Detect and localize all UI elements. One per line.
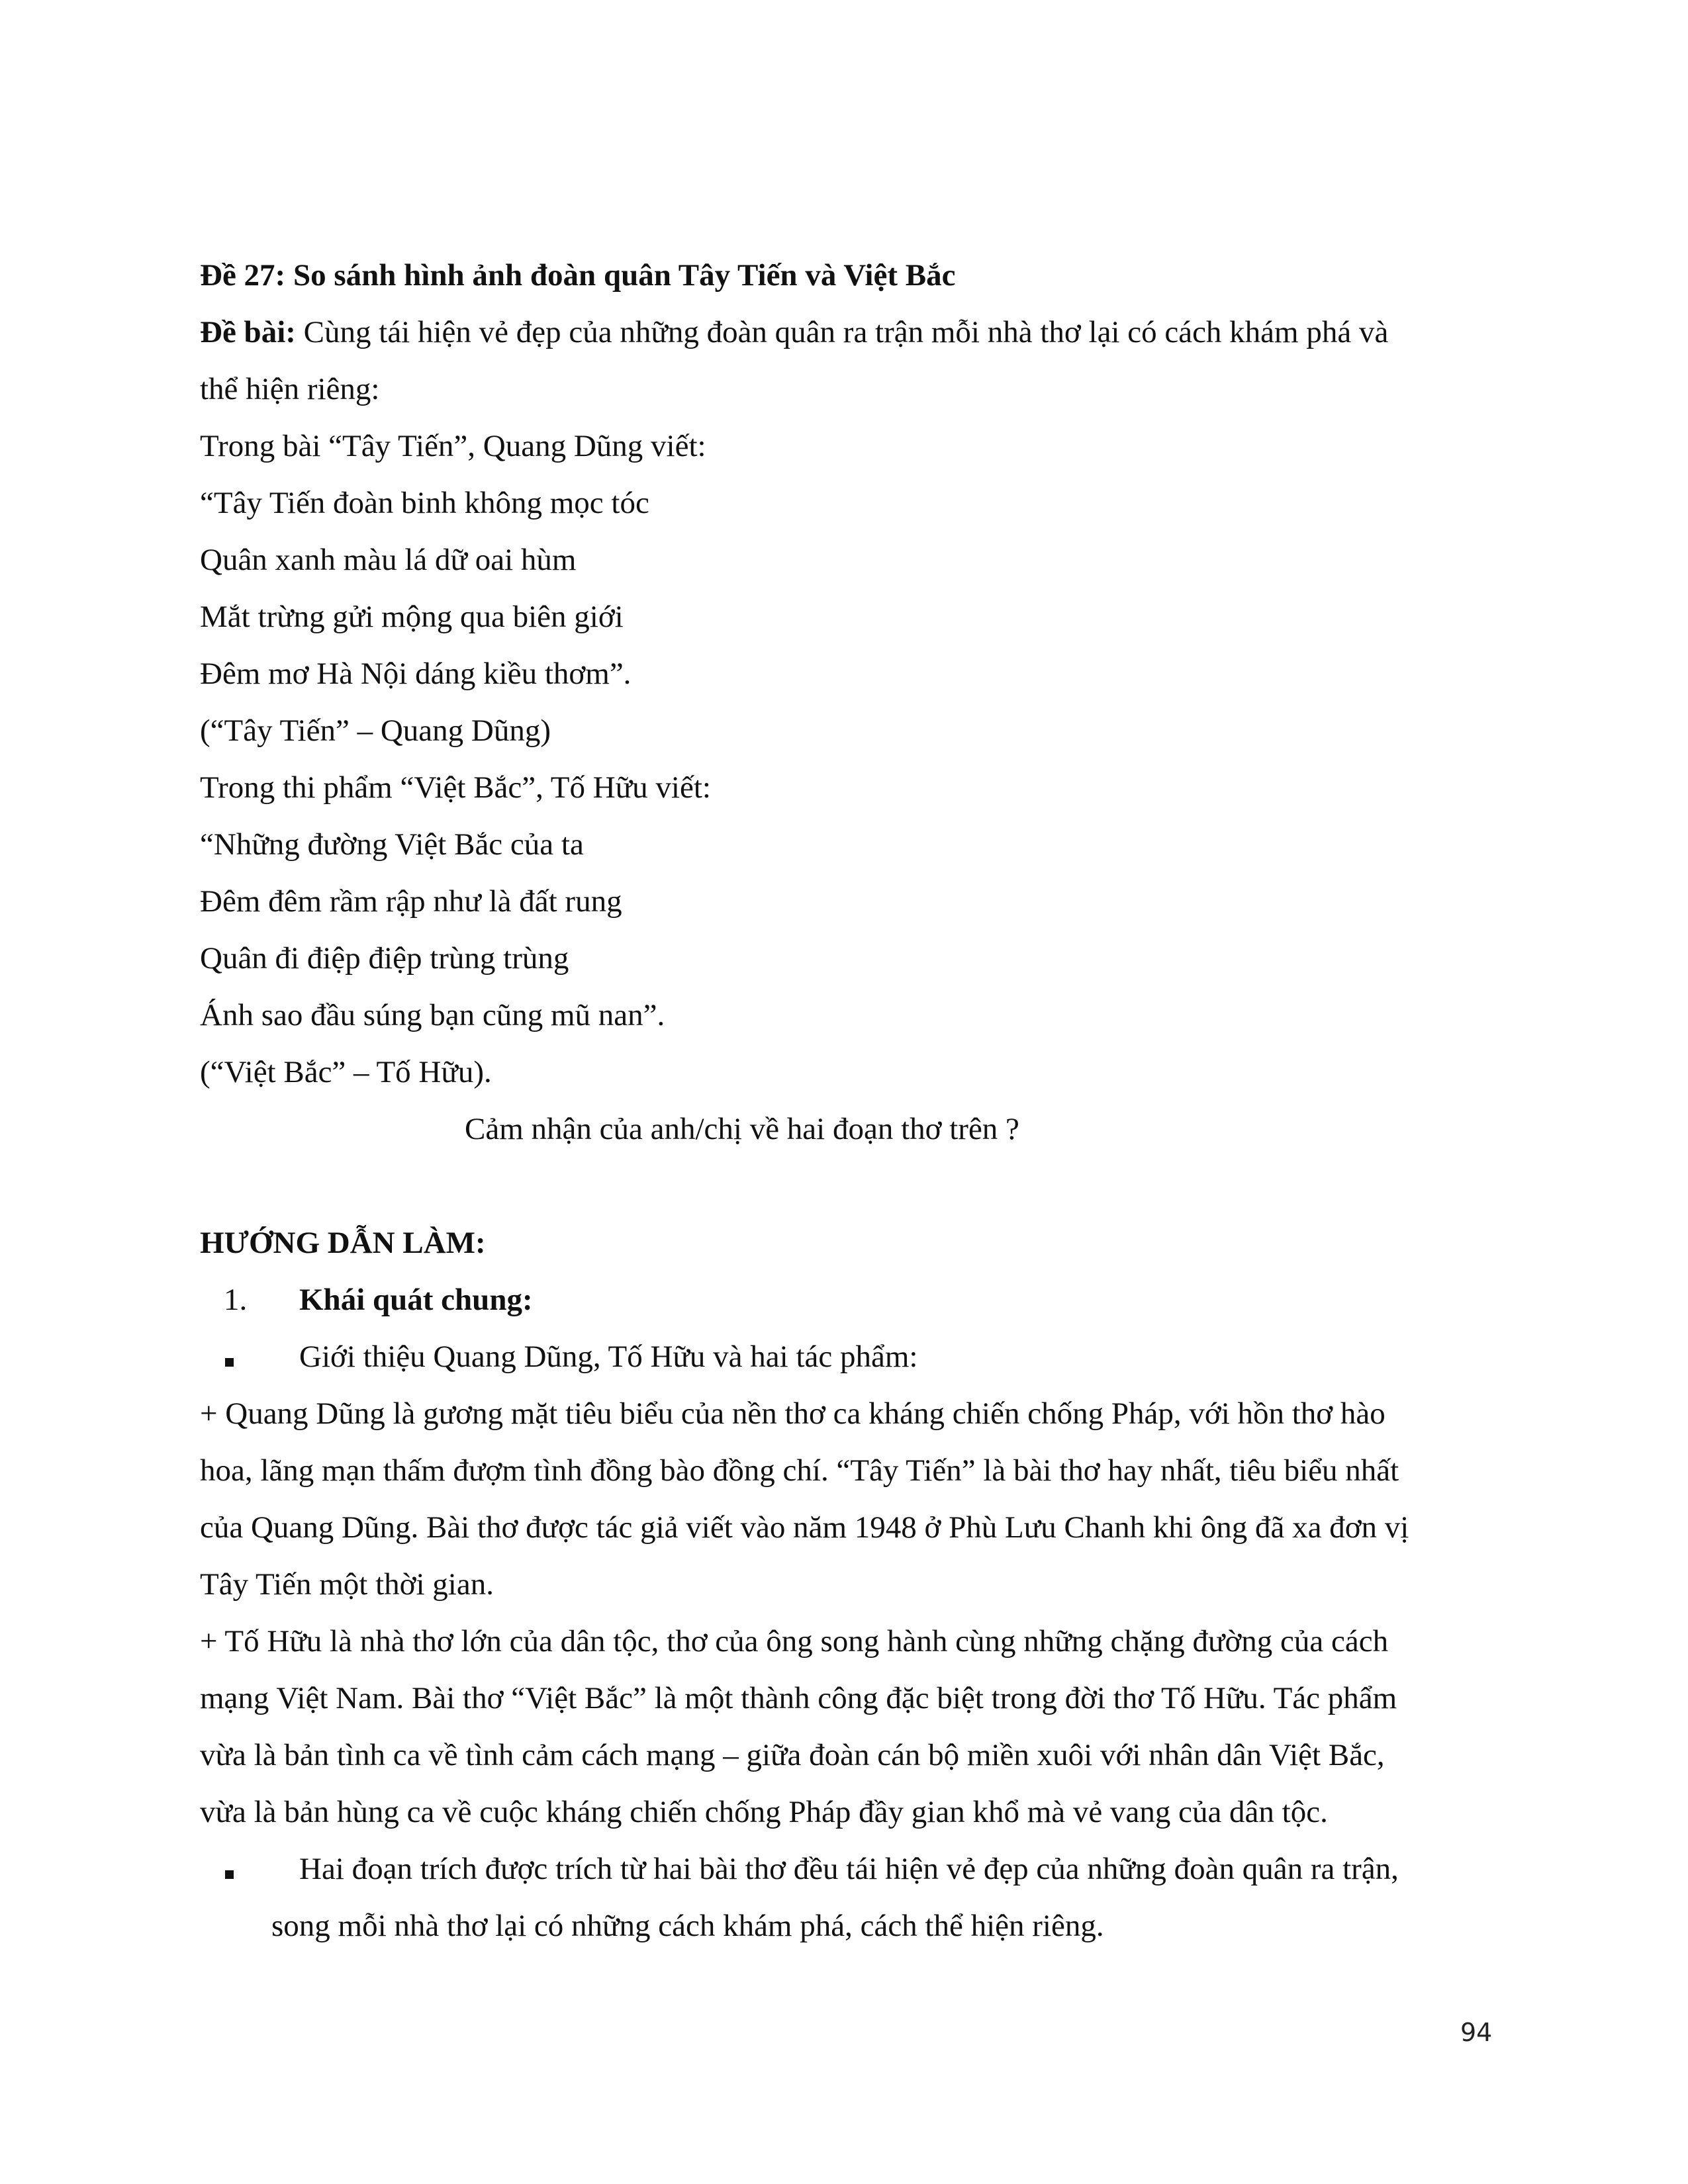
square-bullet-icon [225, 1358, 234, 1367]
square-bullet-icon [225, 1870, 234, 1879]
paragraph-line: vừa là bản hùng ca về cuộc kháng chiến chống Pháp đầy gian khổ mà vẻ vang của dân tộc. [200, 1795, 1328, 1829]
intro-viet-bac: Trong thi phẩm “Việt Bắc”, Tố Hữu viết: [200, 770, 711, 805]
prompt-label: Đề bài: [200, 315, 296, 349]
paragraph-line: hoa, lãng mạn thấm đượm tình đồng bào đồng chí. “Tây Tiến” là bài thơ hay nhất, tiêu biểu nhất [200, 1453, 1399, 1488]
paragraph-line: vừa là bản tình ca về tình cảm cách mạng – giữa đoàn cán bộ miền xuôi với nhân dân Việt Bắc, [200, 1738, 1385, 1772]
prompt-line-1 [200, 312, 1388, 352]
poem-tay-tien-line: Đêm mơ Hà Nội dáng kiều thơm”. [200, 657, 632, 691]
section-number: 1. [224, 1283, 248, 1317]
document-title: Đề 27: So sánh hình ảnh đoàn quân Tây Tiến và Việt Bắc [200, 258, 956, 293]
paragraph-line: mạng Việt Nam. Bài thơ “Việt Bắc” là một thành công đặc biệt trong đời thơ Tố Hữu. Tác phẩm [200, 1681, 1397, 1715]
section-title: Khái quát chung: [299, 1283, 533, 1317]
bullet-item: Hai đoạn trích được trích từ hai bài thơ đều tái hiện vẻ đẹp của những đoàn quân ra trận, [299, 1852, 1399, 1886]
poem-viet-bac-line: Ánh sao đầu súng bạn cũng mũ nan”. [200, 998, 665, 1032]
poem-tay-tien-line: “Tây Tiến đoàn binh không mọc tóc [200, 486, 649, 520]
poem-tay-tien-line: Quân xanh màu lá dữ oai hùm [200, 543, 577, 577]
source-tay-tien: (“Tây Tiến” – Quang Dũng) [200, 713, 551, 748]
poem-viet-bac-line: Quân đi điệp điệp trùng trùng [200, 941, 569, 976]
poem-viet-bac-line: “Những đường Việt Bắc của ta [200, 827, 584, 862]
bullet-item: Giới thiệu Quang Dũng, Tố Hữu và hai tác phẩm: [299, 1340, 918, 1374]
guide-heading: HƯỚNG DẪN LÀM: [200, 1226, 486, 1260]
intro-tay-tien: Trong bài “Tây Tiến”, Quang Dũng viết: [200, 429, 706, 463]
paragraph-line: của Quang Dũng. Bài thơ được tác giả viết vào năm 1948 ở Phù Lưu Chanh khi ông đã xa đơn vị [200, 1510, 1409, 1545]
paragraph-line: + Tố Hữu là nhà thơ lớn của dân tộc, thơ của ông song hành cùng những chặng đường của cách [200, 1624, 1389, 1659]
question: Cảm nhận của anh/chị về hai đoạn thơ trên ? [465, 1112, 1019, 1146]
paragraph-line: + Quang Dũng là gương mặt tiêu biểu của nền thơ ca kháng chiến chống Pháp, với hồn thơ hào [200, 1396, 1385, 1431]
source-viet-bac: (“Việt Bắc” – Tố Hữu). [200, 1055, 492, 1089]
page-number: 94 [1460, 2018, 1493, 2047]
prompt-line-2: thể hiện riêng: [200, 372, 380, 406]
prompt-text: Cùng tái hiện vẻ đẹp của những đoàn quân ra trận mỗi nhà thơ lại có cách khám phá và [295, 315, 1389, 349]
paragraph-line: Tây Tiến một thời gian. [200, 1567, 494, 1602]
poem-tay-tien-line: Mắt trừng gửi mộng qua biên giới [200, 600, 624, 634]
bullet-item-continuation: song mỗi nhà thơ lại có những cách khám phá, cách thể hiện riêng. [271, 1909, 1104, 1943]
poem-viet-bac-line: Đêm đêm rầm rập như là đất rung [200, 884, 622, 919]
